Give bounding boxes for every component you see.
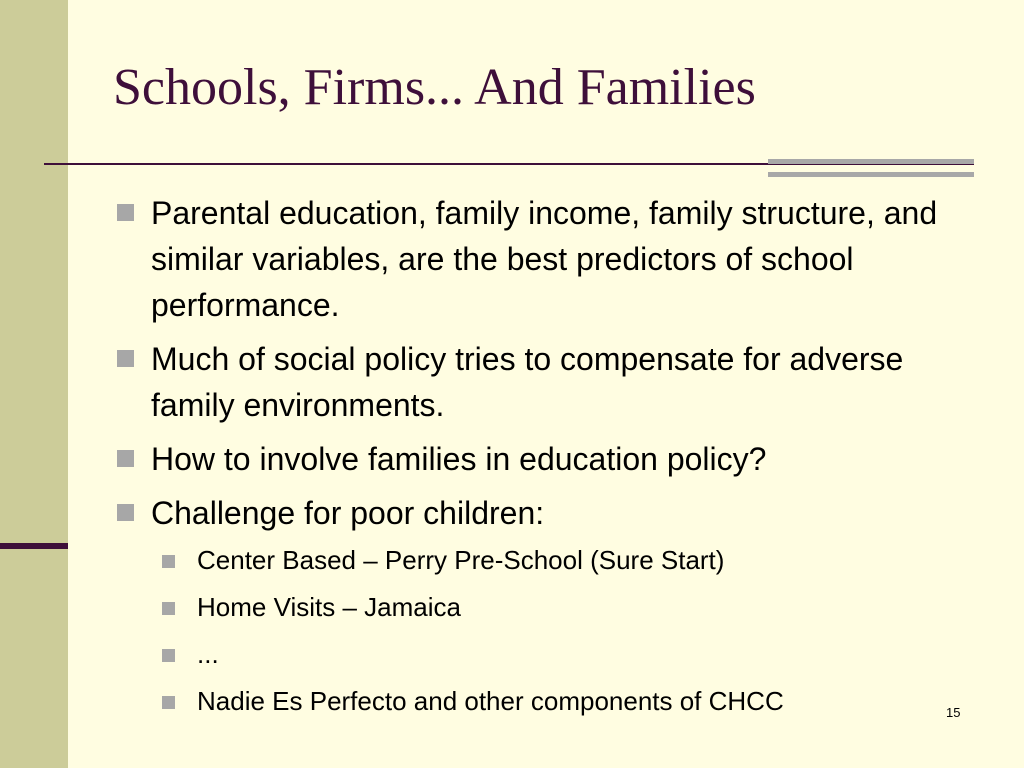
bullet-item: [113, 490, 973, 536]
sub-bullet-text: ...: [197, 639, 219, 669]
left-accent-bar: [0, 543, 68, 549]
square-bullet-icon: [117, 204, 134, 221]
sub-bullet-text: Home Visits – Jamaica: [197, 592, 461, 622]
square-bullet-icon: [162, 649, 175, 662]
square-bullet-icon: [162, 555, 175, 568]
sub-bullet-item: [113, 544, 973, 577]
bullet-text: Parental education, family income, family structure, and similar variables, are the best predictors of school performance.: [151, 195, 938, 323]
bullet-item: [113, 436, 973, 482]
bullet-item: [113, 190, 973, 328]
square-bullet-icon: [117, 350, 134, 367]
square-bullet-icon: [162, 602, 175, 615]
bullet-item: [113, 336, 973, 428]
slide-title: Schools, Firms... And Families: [113, 59, 756, 116]
sub-bullet-item: [113, 591, 973, 624]
sub-bullet-list: [113, 544, 973, 718]
sub-bullet-text: Center Based – Perry Pre-School (Sure Start): [197, 545, 725, 575]
slide-body: [113, 190, 973, 732]
slide-number: 15: [946, 705, 961, 720]
square-bullet-icon: [117, 504, 134, 521]
bullet-text: Challenge for poor children:: [151, 495, 545, 531]
decorative-gray-bar-top: [768, 159, 974, 164]
bullet-text: Much of social policy tries to compensate for adverse family environments.: [151, 341, 904, 423]
sub-bullet-text: Nadie Es Perfecto and other components of CHCC: [197, 686, 784, 716]
sub-bullet-item: [113, 638, 973, 671]
decorative-gray-bar-bottom: [768, 172, 974, 177]
square-bullet-icon: [162, 696, 175, 709]
square-bullet-icon: [117, 450, 134, 467]
left-decorative-band: [0, 0, 68, 768]
sub-bullet-item: [113, 685, 973, 718]
bullet-text: How to involve families in education policy?: [151, 441, 767, 477]
